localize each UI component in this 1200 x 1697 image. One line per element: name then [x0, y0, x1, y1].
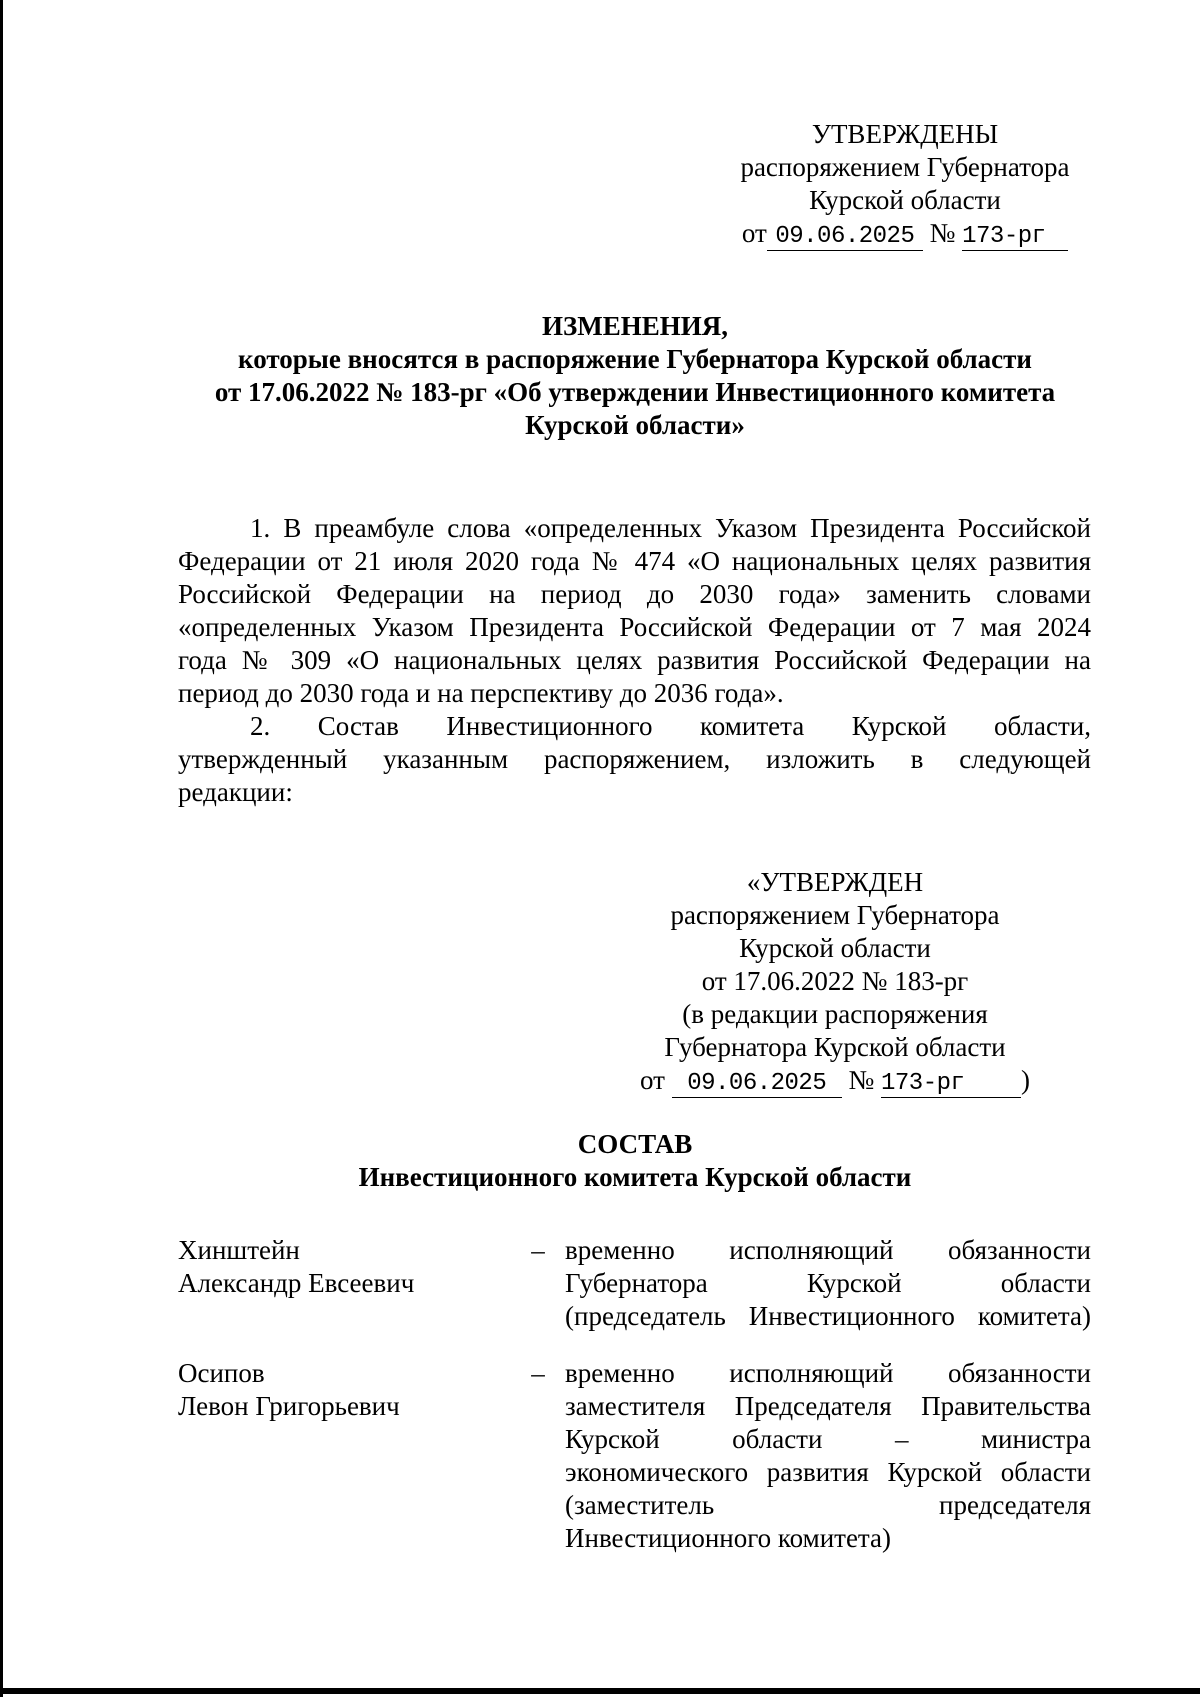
member-given-names: Александр Евсеевич — [178, 1268, 415, 1298]
date-prefix: от — [741, 218, 767, 248]
scan-edge-bottom — [0, 1688, 1200, 1694]
paragraph-1 — [178, 512, 1091, 710]
member-surname: Хинштейн — [178, 1235, 300, 1265]
approval-date-line — [620, 1064, 1050, 1098]
changes-subtitle-line-1: которые вносятся в распоряжение Губернатора Курской области — [238, 344, 1032, 374]
approval-line-2: Курской области — [739, 933, 931, 963]
paragraph-2-line: 2. Состав Инвестиционного комитета Курской области, — [250, 711, 1091, 741]
member-role-line: (заместитель председателя — [565, 1490, 1091, 1520]
member-given-names: Левон Григорьевич — [178, 1391, 400, 1421]
paragraph-2-line: редакции: — [178, 777, 293, 807]
paragraph-2-line: утвержденный указанным распоряжением, изложить в следующей — [178, 744, 1091, 774]
approval-block-second — [620, 866, 1050, 1098]
approval-title: УТВЕРЖДЕНЫ — [811, 119, 999, 149]
scan-edge-left — [0, 0, 3, 1697]
member-role — [565, 1234, 1091, 1333]
member-dash: – — [531, 1235, 545, 1265]
approval-date-line — [700, 217, 1110, 251]
composition-heading — [150, 1128, 1120, 1194]
approval-line-4: (в редакции распоряжения — [682, 999, 988, 1029]
approval-line-3: от 17.06.2022 № 183-рг — [701, 966, 969, 996]
approval-line-1: распоряжением Губернатора — [670, 900, 1000, 930]
approval-block-top — [700, 118, 1110, 251]
approval-title: «УТВЕРЖДЕН — [746, 867, 924, 897]
paragraph-1-line: «определенных Указом Президента Российской Федерации от 7 мая 2024 — [178, 612, 1091, 642]
paragraph-1-line: Федерации от 21 июля 2020 года № 474 «О национальных целях развития — [178, 546, 1091, 576]
number-sign: № — [848, 1065, 875, 1095]
paragraph-1-line: 1. В преамбуле слова «определенных Указом Президента Российской — [250, 513, 1091, 543]
number-sign: № — [929, 218, 956, 248]
approval-line-5: Губернатора Курской области — [664, 1032, 1006, 1062]
date-prefix: от — [640, 1065, 665, 1095]
paragraph-2 — [178, 710, 1091, 809]
changes-heading — [150, 310, 1120, 442]
member-role-line: временно исполняющий обязанности — [565, 1235, 1091, 1265]
member-role-line: Курской области – министра — [565, 1424, 1091, 1454]
member-name — [178, 1234, 508, 1300]
member-role-line: (председатель Инвестиционного комитета) — [565, 1301, 1091, 1331]
paragraph-1-line: период до 2030 года и на перспективу до 2036 года». — [178, 678, 784, 708]
member-surname: Осипов — [178, 1358, 265, 1388]
member-role-line: Инвестиционного комитета) — [565, 1523, 892, 1553]
member-role-line: временно исполняющий обязанности — [565, 1358, 1091, 1388]
changes-title: ИЗМЕНЕНИЯ, — [541, 311, 728, 341]
composition-title: СОСТАВ — [577, 1129, 693, 1159]
composition-subtitle: Инвестиционного комитета Курской области — [358, 1162, 912, 1192]
member-role-line: заместителя Председателя Правительства — [565, 1391, 1091, 1421]
member-role-line: экономического развития Курской области — [565, 1457, 1091, 1487]
changes-subtitle-line-2: от 17.06.2022 № 183-рг «Об утверждении Инвестиционного комитета — [214, 377, 1056, 407]
approval-number-field: 173-рг — [881, 1071, 1021, 1098]
member-dash: – — [531, 1358, 545, 1388]
member-name — [178, 1357, 508, 1423]
paragraph-1-line: Российской Федерации на период до 2030 года» заменить словами — [178, 579, 1091, 609]
approval-number-field: 173-рг — [962, 224, 1068, 251]
approval-date-field: 09.06.2025 — [672, 1071, 842, 1098]
member-role — [565, 1357, 1091, 1555]
approval-line-2: Курской области — [809, 185, 1001, 215]
approval-date-field: 09.06.2025 — [767, 224, 923, 251]
approval-line-1: распоряжением Губернатора — [740, 152, 1070, 182]
member-role-line: Губернатора Курской области — [565, 1268, 1091, 1298]
changes-subtitle-line-3: Курской области» — [525, 410, 745, 440]
closing-parenthesis: ) — [1020, 1065, 1030, 1095]
paragraph-1-line: года № 309 «О национальных целях развития Российской Федерации на — [178, 645, 1091, 675]
